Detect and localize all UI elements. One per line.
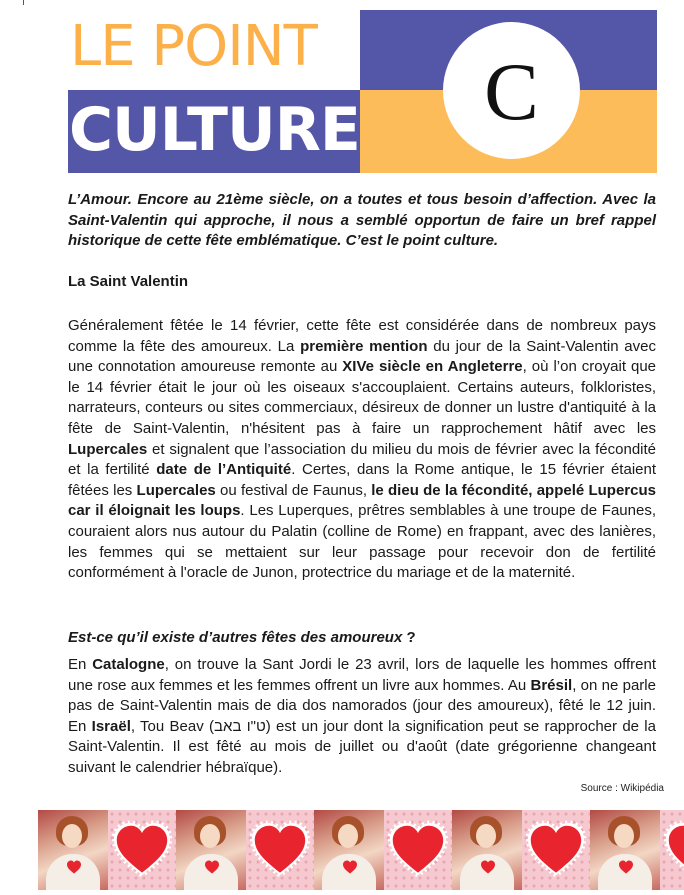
lady-face: [200, 824, 220, 848]
page-corner-mark: [23, 0, 24, 5]
decorative-border: [38, 810, 684, 890]
lady-face: [338, 824, 358, 848]
bold-run: Lupercales: [68, 440, 148, 458]
bold-run: Catalogne: [92, 656, 165, 673]
vintage-lady-image: [590, 810, 660, 890]
vintage-lady-image: [176, 810, 246, 890]
text-run: ) est un jour dont la signification peut se rapprocher de la Saint-Valentin. Il est fêté au mois de juillet ou d'août (date grégorienne changeant suivant le calendrier hébraïque).: [68, 717, 656, 776]
heading-text: Est-ce qu’il existe d’autres fêtes des amoureux: [68, 629, 403, 646]
heading-question-mark: ?: [402, 629, 416, 646]
vintage-lady-image: [314, 810, 384, 890]
source-credit: Source : Wikipédia: [580, 783, 664, 794]
heart-icon: [526, 820, 586, 878]
section-heading-autres-fetes: [68, 628, 416, 648]
text-run: ou festival de Faunus,: [215, 481, 372, 499]
bold-run: première mention: [300, 337, 428, 355]
bold-run: date de l’Antiquité: [156, 461, 292, 479]
heart-icon: [388, 820, 448, 878]
logo-circle: [443, 22, 580, 159]
text-run: Généralement fêtée le 14 février, cette fête est considérée dans de nombreux pays comme la fête des amoureux. La: [68, 317, 656, 355]
bold-run: Israël: [91, 717, 131, 735]
text-run: , où l’on croyait que le 14 février était le jour où les oiseaux s'accouplaient. Certains auteurs, folkloristes, narrateurs, conteurs ou sites commerciaux, désireux de donner un lustre d'antiquité à la fête de Saint-Valentin, n'hésitent pas à faire un rapprochement hâtif avec les: [68, 358, 657, 437]
heart-tile: [522, 810, 590, 890]
hebrew-text: ט"ו באב: [214, 717, 266, 735]
mini-heart-icon: [66, 860, 82, 874]
lady-face: [476, 824, 496, 848]
mini-heart-icon: [204, 860, 220, 874]
heart-tile: [384, 810, 452, 890]
vintage-lady-image: [452, 810, 522, 890]
bold-run: XIVe siècle en Angleterre: [342, 358, 523, 376]
text-run: . Les Luperques, prêtres semblables à une troupe de Faunes, couraient alors nus autour du Palatin (colline de Rome) en frappant, avec des lanières, les femmes qui se mettaient sur leur passage pour recevoir don de fertilité conformément à l'oracle de Junon, protectrice du mariage et de la maternité.: [68, 502, 657, 582]
paragraph-saint-valentin: [68, 316, 656, 584]
logo-letter: C: [484, 45, 539, 137]
text-run: En: [68, 656, 93, 673]
bold-run: Lupercales: [136, 481, 216, 499]
mini-heart-icon: [618, 860, 634, 874]
lady-face: [62, 824, 82, 848]
lady-face: [614, 824, 634, 848]
text-run: et signalent que l’association du milieu du mois de février avec la fécondité et la fertilité: [68, 440, 656, 479]
text-run: du jour de la Saint-Valentin avec une connotation amoureuse remonte au: [68, 337, 656, 376]
heart-tile: [660, 810, 684, 890]
section-heading-saint-valentin: La Saint Valentin: [68, 273, 189, 290]
text-run: . Certes, dans la Rome antique, le 15 février étaient fêtées les: [68, 461, 657, 499]
heart-tile: [246, 810, 314, 890]
title-le-point: LE POINT: [70, 14, 317, 79]
intro-paragraph: L’Amour. Encore au 21ème siècle, on a toutes et tous besoin d’affection. Avec la Saint-Valentin qui approche, il nous a semblé opportun de faire un bref rappel historique de cette fête emblématique. C’est le point culture.: [68, 191, 656, 250]
heart-icon: [112, 820, 172, 878]
mini-heart-icon: [480, 860, 496, 874]
heart-tile: [108, 810, 176, 890]
bold-run: le dieu de la fécondité, appelé Lupercus car il éloignait les loups: [68, 481, 656, 520]
text-run: , on trouve la Sant Jordi le 23 avril, lors de laquelle les hommes offrent une rose aux femmes et les femmes offrent un livre aux hommes. Au: [68, 656, 657, 694]
paragraph-autres-fetes: [68, 655, 656, 779]
vintage-lady-image: [38, 810, 108, 890]
heart-icon: [250, 820, 310, 878]
bold-run: Brésil: [530, 676, 573, 694]
title-culture: CULTURE: [69, 95, 360, 165]
heart-icon: [664, 820, 684, 878]
text-run: , Tou Beav (: [130, 717, 215, 735]
header-banner: [68, 10, 657, 173]
mini-heart-icon: [342, 860, 358, 874]
text-run: , on ne parle pas de Saint-Valentin mais de dia dos namorados (jour des amoureux), fêté le 12 juin. En: [68, 676, 656, 735]
